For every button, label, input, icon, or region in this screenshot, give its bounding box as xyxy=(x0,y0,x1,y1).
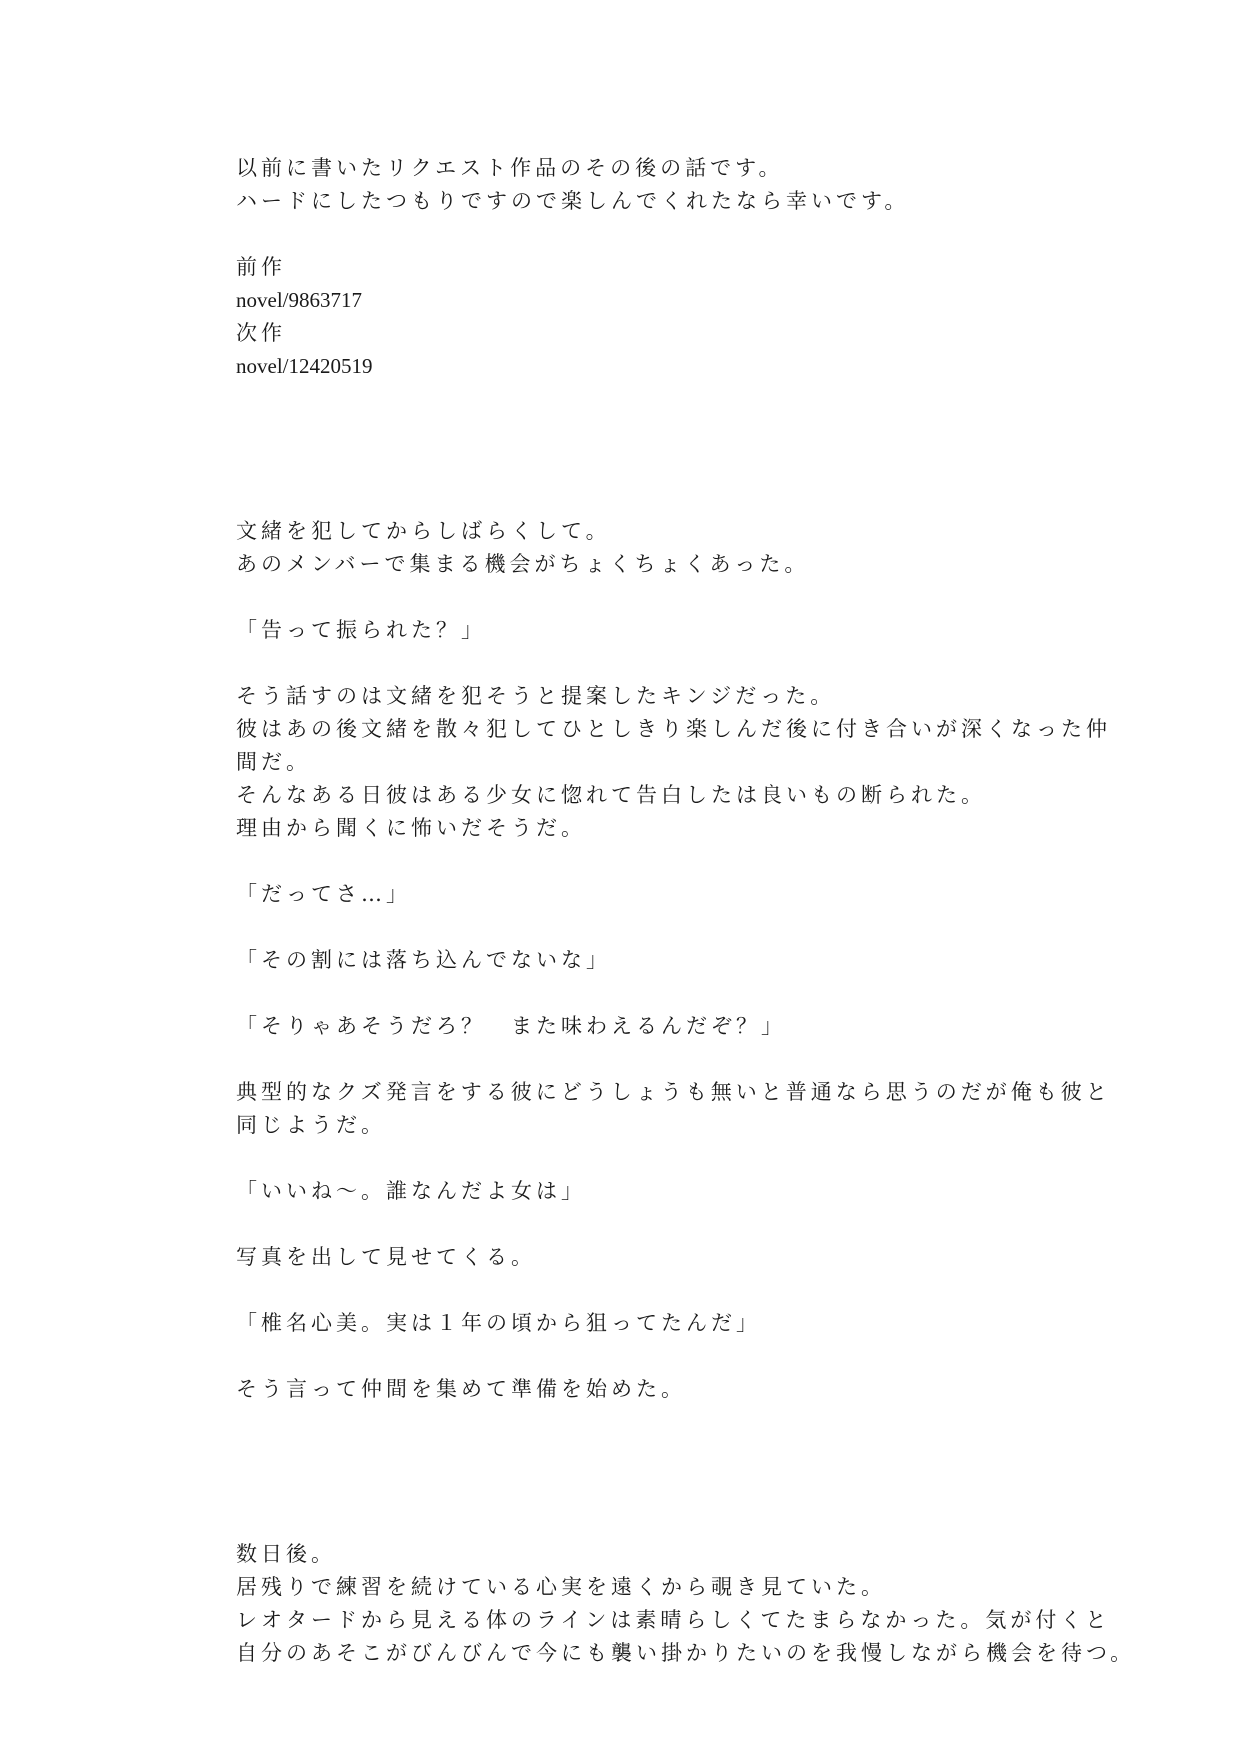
text-line: 前作 xyxy=(236,255,286,279)
text-line: 「だってさ…」 xyxy=(236,882,411,906)
text-line: ハードにしたつもりですので楽しんでくれたなら幸いです。 xyxy=(236,189,910,213)
text-line xyxy=(236,416,1036,449)
text-line: 次作 xyxy=(236,321,286,345)
text-line xyxy=(236,1406,1036,1439)
text-line: 彼はあの後文緒を散々犯してひとしきり楽しんだ後に付き合いが深くなった仲 xyxy=(236,717,1111,741)
text-line xyxy=(236,383,1036,416)
text-line: 写真を出して見せてくる。 xyxy=(236,1245,536,1269)
text-line: 同じようだ。 xyxy=(236,1113,386,1137)
text-line: 自分のあそこがびんびんで今にも襲い掛かりたいのを我慢しながら機会を待つ。 xyxy=(236,1641,1136,1665)
text-line: 数日後。 xyxy=(236,1542,336,1566)
text-line xyxy=(236,482,1036,515)
text-line: 「そりゃあそうだろ？ また味わえるんだぞ？」 xyxy=(236,1014,786,1038)
document-body xyxy=(236,152,1136,1670)
text-line: そんなある日彼はある少女に惚れて告白したは良いもの断られた。 xyxy=(236,783,986,807)
text-line xyxy=(236,1208,1036,1241)
text-line xyxy=(236,1505,1036,1538)
text-line: 「椎名心美。実は１年の頃から狙ってたんだ」 xyxy=(236,1311,761,1335)
text-line: 理由から聞くに怖いだそうだ。 xyxy=(236,816,586,840)
text-line xyxy=(236,1472,1036,1505)
text-line xyxy=(236,1043,1036,1076)
text-line: レオタードから見える体のラインは素晴らしくてたまらなかった。気が付くと xyxy=(236,1608,1111,1632)
text-line xyxy=(236,911,1036,944)
text-line: novel/9863717 xyxy=(236,288,362,312)
text-line xyxy=(236,647,1036,680)
text-line: 典型的なクズ発言をする彼にどうしょうも無いと普通なら思うのだが俺も彼と xyxy=(236,1080,1111,1104)
text-line: そう話すのは文緒を犯そうと提案したキンジだった。 xyxy=(236,684,836,708)
text-line: そう言って仲間を集めて準備を始めた。 xyxy=(236,1377,686,1401)
text-line: 間だ。 xyxy=(236,750,311,774)
text-line: novel/12420519 xyxy=(236,354,373,378)
text-line xyxy=(236,581,1036,614)
text-line xyxy=(236,977,1036,1010)
text-line xyxy=(236,1439,1036,1472)
text-line xyxy=(236,845,1036,878)
text-line: 以前に書いたリクエスト作品のその後の話です。 xyxy=(236,156,784,180)
text-line: 「告って振られた？」 xyxy=(236,618,486,642)
text-line xyxy=(236,1274,1036,1307)
text-line xyxy=(236,1340,1036,1373)
text-line: 「いいね〜。誰なんだよ女は」 xyxy=(236,1179,586,1203)
text-line: 居残りで練習を続けている心実を遠くから覗き見ていた。 xyxy=(236,1575,886,1599)
text-line: 文緒を犯してからしばらくして。 xyxy=(236,519,611,543)
text-line xyxy=(236,449,1036,482)
text-line: 「その割には落ち込んでないな」 xyxy=(236,948,611,972)
text-line xyxy=(236,218,1036,251)
text-line xyxy=(236,1142,1036,1175)
text-line: あのメンバーで集まる機会がちょくちょくあった。 xyxy=(236,552,810,576)
